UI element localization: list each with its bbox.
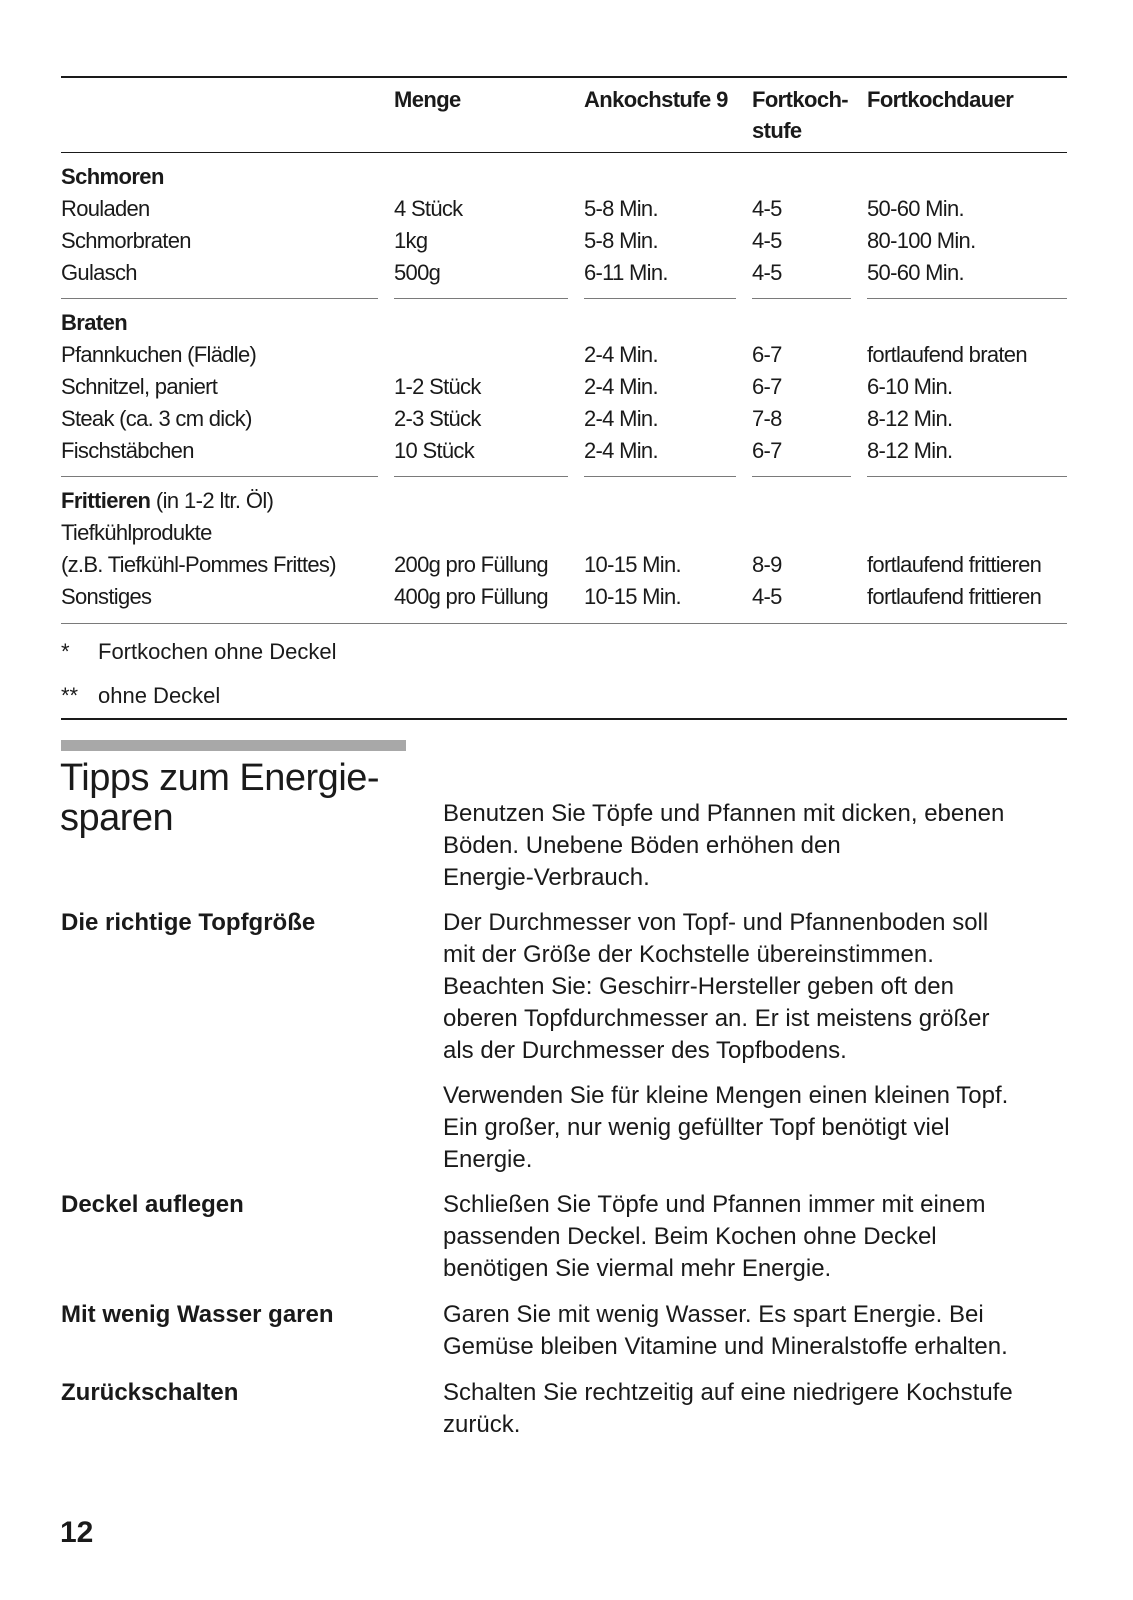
table-bottom-rule <box>61 718 1067 720</box>
table-cell: Rouladen <box>61 196 150 221</box>
tip-label: Die richtige Topfgröße <box>61 909 316 936</box>
header-fortkochstufe-line2: stufe <box>752 118 802 143</box>
divider-segment <box>584 289 736 299</box>
table-cell: 2-3 Stück <box>394 406 481 431</box>
table-cell: 400g pro Füllung <box>394 584 548 609</box>
table-body <box>61 153 1067 624</box>
table-cell: 2-4 Min. <box>584 438 658 463</box>
tip-line: benötigen Sie viermal mehr Energie. <box>443 1255 832 1282</box>
group-title-note: (in 1-2 ltr. Öl) <box>150 488 274 513</box>
table-cell: 2-4 Min. <box>584 342 658 367</box>
header-fortkochstufe-line1: Fortkoch- <box>752 87 849 112</box>
table-cell: 8-9 <box>752 552 782 577</box>
tip-text <box>443 1080 1063 1176</box>
header-ankochstufe: Ankochstufe 9 <box>584 87 728 112</box>
table-cell: Tiefkühlprodukte <box>61 520 212 545</box>
table-cell: 500g <box>394 260 441 285</box>
divider-segment <box>867 467 1067 477</box>
table-cell <box>394 339 584 371</box>
header-empty <box>61 84 394 146</box>
table-cell: Steak (ca. 3 cm dick) <box>61 406 252 431</box>
table-cell: 10 Stück <box>394 438 475 463</box>
table-cell: 50-60 Min. <box>867 260 964 285</box>
tip-line: passenden Deckel. Beim Kochen ohne Deckel <box>443 1223 937 1250</box>
tip-line: Benutzen Sie Töpfe und Pfannen mit dicken, ebenen <box>443 800 1005 827</box>
table-cell: 10-15 Min. <box>584 552 681 577</box>
group-title-text: Braten <box>61 310 128 335</box>
table-cell <box>867 517 1067 549</box>
tip-line: Beachten Sie: Geschirr-Hersteller geben oft den <box>443 973 954 1000</box>
table-header-row <box>61 78 1067 152</box>
table-row <box>61 225 1067 257</box>
tip-text <box>443 907 1063 1067</box>
table-cell: 4-5 <box>752 260 782 285</box>
table-cell: 7-8 <box>752 406 782 431</box>
divider-segment <box>61 467 378 477</box>
header-fortkochdauer: Fortkochdauer <box>867 87 1014 112</box>
table-cell: 6-7 <box>752 438 782 463</box>
table-cell: 6-7 <box>752 374 782 399</box>
footnote-mark: ** <box>61 683 79 708</box>
tip-label: Deckel auflegen <box>61 1191 244 1218</box>
divider-segment <box>752 467 851 477</box>
table-row <box>61 517 1067 549</box>
footnote <box>61 630 1067 674</box>
table-cell: Schnitzel, paniert <box>61 374 218 399</box>
section-title-line2: sparen <box>60 797 174 839</box>
divider-segment <box>61 289 378 299</box>
table-cell: 4-5 <box>752 584 782 609</box>
table-group <box>61 299 1067 477</box>
table-cell: Fischstäbchen <box>61 438 194 463</box>
tip-label: Mit wenig Wasser garen <box>61 1301 334 1328</box>
table-footnotes <box>61 624 1067 718</box>
table-row <box>61 581 1067 613</box>
table-cell: 80-100 Min. <box>867 228 976 253</box>
divider-segment <box>394 467 568 477</box>
tip-line: oberen Topfdurchmesser an. Er ist meistens größer <box>443 1005 990 1032</box>
table-cell <box>584 517 752 549</box>
table-cell: fortlaufend braten <box>867 342 1027 367</box>
cooking-table <box>61 76 1067 720</box>
section-title <box>60 758 440 838</box>
group-title <box>61 307 1067 339</box>
table-cell: 4 Stück <box>394 196 463 221</box>
table-row <box>61 371 1067 403</box>
table-cell: 50-60 Min. <box>867 196 964 221</box>
table-cell: fortlaufend frittieren <box>867 584 1042 609</box>
table-cell: 8-12 Min. <box>867 438 953 463</box>
table-cell: Pfannkuchen (Flädle) <box>61 342 257 367</box>
group-divider <box>61 613 1067 624</box>
group-title-text: Schmoren <box>61 164 164 189</box>
divider-segment <box>584 467 736 477</box>
tip-line: Schalten Sie rechtzeitig auf eine niedrigere Kochstufe <box>443 1379 1013 1406</box>
section-title-line1: Tipps zum Energie- <box>60 757 380 799</box>
section-accent-bar <box>61 740 406 751</box>
tip-label: Zurückschalten <box>61 1379 239 1406</box>
tip-line: zurück. <box>443 1411 521 1438</box>
tip-line: Energie. <box>443 1146 533 1173</box>
divider-segment <box>867 289 1067 299</box>
tip-line: Ein großer, nur wenig gefüllter Topf benötigt viel <box>443 1114 950 1141</box>
tip-line: als der Durchmesser des Topfbodens. <box>443 1037 847 1064</box>
table-cell: 2-4 Min. <box>584 374 658 399</box>
table-cell: 4-5 <box>752 196 782 221</box>
table-row <box>61 193 1067 225</box>
table-group <box>61 477 1067 624</box>
table-cell: 10-15 Min. <box>584 584 681 609</box>
group-divider <box>61 467 1067 477</box>
footnote-mark: * <box>61 639 70 664</box>
group-title <box>61 485 1067 517</box>
table-cell: 6-10 Min. <box>867 374 953 399</box>
tip-text <box>443 1377 1063 1441</box>
table-cell: 2-4 Min. <box>584 406 658 431</box>
footnote <box>61 674 1067 718</box>
tip-line: Gemüse bleiben Vitamine und Mineralstoffe erhalten. <box>443 1333 1008 1360</box>
footnote-text: ohne Deckel <box>98 683 221 708</box>
tip-text <box>443 1299 1063 1363</box>
tip-line: Der Durchmesser von Topf- und Pfannenboden soll <box>443 909 989 936</box>
divider-segment <box>752 289 851 299</box>
table-cell: 200g pro Füllung <box>394 552 548 577</box>
table-cell: Gulasch <box>61 260 137 285</box>
tip-line: mit der Größe der Kochstelle übereinstimmen. <box>443 941 934 968</box>
table-cell: 5-8 Min. <box>584 228 658 253</box>
group-title <box>61 161 1067 193</box>
tip-line: Böden. Unebene Böden erhöhen den <box>443 832 841 859</box>
group-title-text: Frittieren <box>61 488 151 513</box>
table-row <box>61 549 1067 581</box>
group-divider <box>61 289 1067 299</box>
table-cell <box>752 517 867 549</box>
table-cell: 1kg <box>394 228 428 253</box>
table-cell: (z.B. Tiefkühl-Pommes Frittes) <box>61 552 336 577</box>
tip-line: Verwenden Sie für kleine Mengen einen kleinen Topf. <box>443 1082 1009 1109</box>
table-row <box>61 435 1067 467</box>
divider-segment <box>394 289 568 299</box>
table-cell: 6-11 Min. <box>584 260 668 285</box>
table-row <box>61 257 1067 289</box>
tip-text <box>443 798 1063 894</box>
table-row <box>61 339 1067 371</box>
table-group <box>61 153 1067 299</box>
tip-line: Schließen Sie Töpfe und Pfannen immer mit einem <box>443 1191 986 1218</box>
tip-line: Energie-Verbrauch. <box>443 864 650 891</box>
table-cell: 1-2 Stück <box>394 374 481 399</box>
header-fortkochstufe <box>752 84 867 146</box>
table-cell: fortlaufend frittieren <box>867 552 1042 577</box>
page-number: 12 <box>60 1516 94 1549</box>
table-cell: Schmorbraten <box>61 228 191 253</box>
table-cell: 6-7 <box>752 342 782 367</box>
table-cell: 4-5 <box>752 228 782 253</box>
table-row <box>61 403 1067 435</box>
table-cell <box>394 517 584 549</box>
table-cell: 8-12 Min. <box>867 406 953 431</box>
tip-line: Garen Sie mit wenig Wasser. Es spart Energie. Bei <box>443 1301 984 1328</box>
footnote-text: Fortkochen ohne Deckel <box>98 639 337 664</box>
table-cell: Sonstiges <box>61 584 152 609</box>
table-cell: 5-8 Min. <box>584 196 658 221</box>
tip-text <box>443 1189 1063 1285</box>
header-menge: Menge <box>394 87 461 112</box>
